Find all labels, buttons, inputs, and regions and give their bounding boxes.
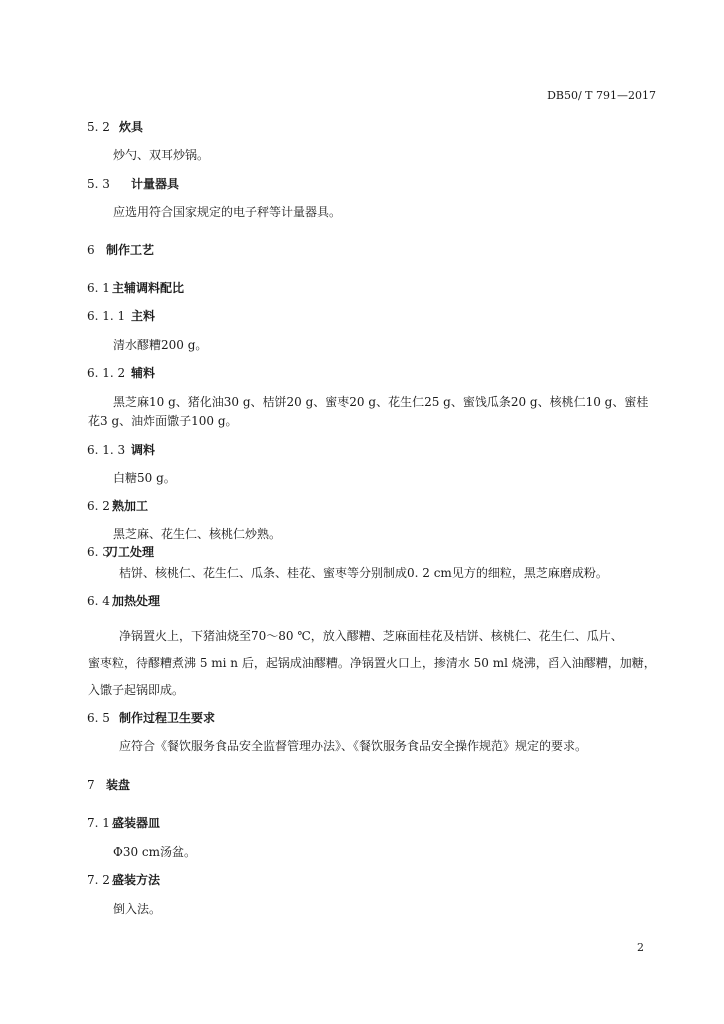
paragraph-line: Φ30 cm汤盆。 [113,845,197,859]
section-number: 6. 1 [87,281,110,295]
section-title: 盛装方法 [112,873,161,887]
section-title: 装盘 [106,778,131,792]
section-number: 6 [87,243,95,257]
paragraph-line: 净锅置火上，下猪油烧至70～80 ℃，放入醪糟、芝麻面桂花及桔饼、核桃仁、花生仁、瓜片、 [119,629,623,643]
paragraph-line: 应符合《餐饮服务食品安全监督管理办法》、《餐饮服务食品安全操作规范》规定的要求。 [119,739,588,753]
paragraph-line: 蜜枣粒，待醪糟煮沸 5 mi n 后，起锅成油醪糟。净锅置火口上，掺清水 50 ml 烧沸，舀入油醪糟，加糖， [88,656,656,670]
section-number: 6. 1. 1 [87,309,126,323]
section-number: 7 [87,778,95,792]
section-number: 5. 3 [87,177,110,191]
paragraph-line: 炒勺、双耳炒锅。 [113,148,210,162]
section-title: 刀工处理 [106,545,155,559]
section-number: 6. 1. 2 [87,366,126,380]
document-code-header: DB50/ T 791—2017 [547,89,656,102]
section-number: 6. 5 [87,711,110,725]
section-number: 6. 1. 3 [87,443,126,457]
section-title: 主料 [131,309,156,323]
paragraph-line: 黑芝麻、花生仁、核桃仁炒熟。 [113,527,282,541]
section-title: 制作工艺 [106,243,155,257]
section-title: 辅料 [131,366,156,380]
section-number: 7. 1 [87,816,110,830]
section-title: 调料 [131,443,156,457]
paragraph-line: 黑芝麻10 g、猪化油30 g、桔饼20 g、蜜枣20 g、花生仁25 g、蜜饯瓜条20 g、核桃仁10 g、蜜桂 [113,395,649,409]
section-number: 5. 2 [87,120,110,134]
page-number: 2 [637,941,644,954]
section-number: 6. 3 [87,545,110,559]
section-title: 熟加工 [112,499,149,513]
paragraph-line: 清水醪糟200 g。 [113,338,208,352]
section-number: 6. 2 [87,499,110,513]
paragraph-line: 入馓子起锅即成。 [88,683,185,697]
section-number: 7. 2 [87,873,110,887]
section-title: 加热处理 [112,594,161,608]
paragraph-line: 倒入法。 [113,902,162,916]
paragraph-line: 桔饼、核桃仁、花生仁、瓜条、桂花、蜜枣等分别制成0. 2 cm见方的细粒，黑芝麻磨成粉。 [119,566,608,580]
section-title: 盛装器皿 [112,816,161,830]
paragraph-line: 应选用符合国家规定的电子秤等计量器具。 [113,205,342,219]
section-title: 制作过程卫生要求 [119,711,216,725]
section-title: 主辅调料配比 [112,281,185,295]
paragraph-line: 白糖50 g。 [113,471,176,485]
section-number: 6. 4 [87,594,110,608]
paragraph-line: 花3 g、油炸面馓子100 g。 [88,414,238,428]
section-title: 炊具 [119,120,144,134]
section-title: 计量器具 [131,177,180,191]
